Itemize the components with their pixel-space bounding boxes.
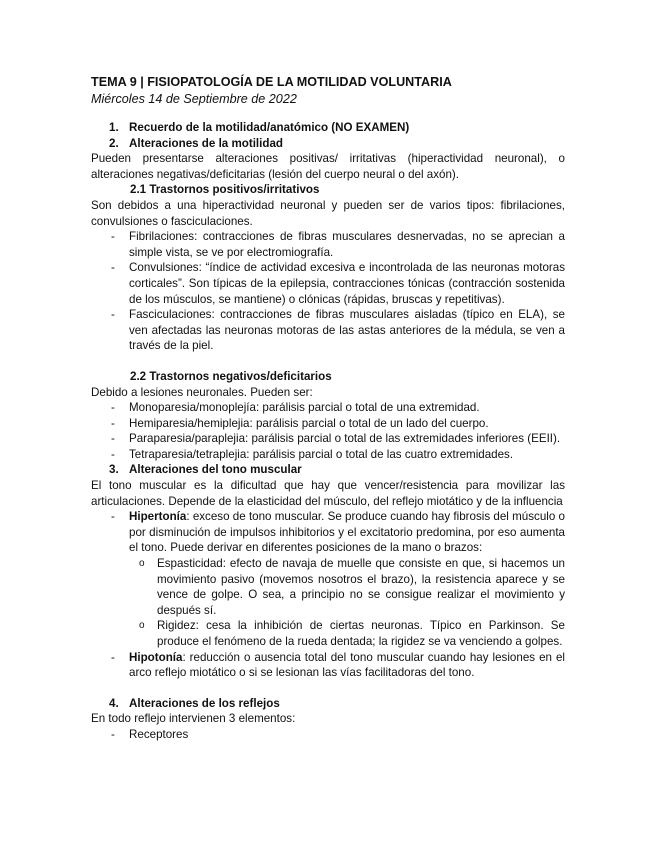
list-item-text: : reducción o ausencia total del tono muscular cuando hay lesiones en el arco reflejo miotático o si se lesionan las vías facilitadoras del tono. xyxy=(129,650,565,680)
term-hipertonia: Hipertonía xyxy=(129,510,187,524)
section-title: Alteraciones de los reflejos xyxy=(129,696,280,710)
list-item-text: Monoparesia/monoplejía: parálisis parcial o total de una extremidad. xyxy=(129,401,480,415)
section-title: Recuerdo de la motilidad/anatómico (NO EXAMEN) xyxy=(129,121,410,134)
list-item-text: : exceso de tono muscular. Se produce cuando hay fibrosis del músculo o por disminución de impulsos inhibitorios y el excitatorio predomina, por eso aumenta el tono. Puede derivar en diferentes posiciones de la mano o brazos: xyxy=(129,510,565,555)
list-item xyxy=(91,431,565,447)
term-hipotonia: Hipotonía xyxy=(129,650,183,664)
dash-marker: - xyxy=(111,727,115,741)
bullet-marker: o xyxy=(139,620,145,632)
section-number: 3. xyxy=(109,463,119,477)
subsection-2-2-heading: 2.2 Trastornos negativos/deficitarios xyxy=(130,369,332,383)
dash-marker: - xyxy=(111,432,115,446)
section-2-heading xyxy=(91,136,565,152)
sub-list-item xyxy=(91,618,565,649)
section-4-heading xyxy=(91,696,565,712)
section-4-intro: En todo reflejo intervienen 3 elementos: xyxy=(91,712,296,726)
list-item-text: Fibrilaciones: contracciones de fibras musculares desnervadas, no se aprecian a simple vista, se ve por electromiografía. xyxy=(129,230,565,259)
section-title: Alteraciones del tono muscular xyxy=(129,463,302,477)
dash-marker: - xyxy=(111,416,115,430)
list-item-text: Fasciculaciones: contracciones de fibras musculares aisladas (típico en ELA), se ven afectadas las neuronas motoras de las astas anteriores de la médula, se ven a través de la piel. xyxy=(129,308,565,353)
subsection-2-2-intro: Debido a lesiones neuronales. Pueden ser: xyxy=(91,385,313,399)
dash-marker: - xyxy=(111,510,115,524)
section-3-heading xyxy=(91,462,565,478)
subsection-2-1-heading: 2.1 Trastornos positivos/irritativos xyxy=(130,183,320,197)
dash-marker: - xyxy=(111,261,115,275)
spacer xyxy=(91,681,565,696)
sub-list-item xyxy=(91,556,565,618)
list-item xyxy=(91,260,565,307)
section-1-heading xyxy=(91,120,565,136)
list-item-text: Receptores xyxy=(129,727,189,741)
section-number: 2. xyxy=(109,136,119,150)
dash-marker: - xyxy=(111,308,115,322)
list-item xyxy=(91,229,565,260)
dash-marker: - xyxy=(111,447,115,461)
list-item xyxy=(91,307,565,354)
bullet-marker: o xyxy=(139,558,145,570)
dash-marker: - xyxy=(111,230,115,244)
dash-marker: - xyxy=(111,401,115,415)
list-item-hipertonia xyxy=(91,509,565,556)
sub-list-item-text: Rigidez: cesa la inhibición de ciertas neuronas. Típico en Parkinson. Se produce el fenómeno de la rueda dentada; la rigidez se va venciendo a golpes. xyxy=(157,619,565,648)
section-number: 4. xyxy=(109,696,119,710)
section-title: Alteraciones de la motilidad xyxy=(129,136,283,150)
list-item xyxy=(91,416,565,432)
list-item-text: Hemiparesia/hemiplejia: parálisis parcial o total de un lado del cuerpo. xyxy=(129,416,489,430)
list-item-text: Tetraparesia/tetraplejia: parálisis parcial o total de las cuatro extremidades. xyxy=(129,447,514,461)
document-title: TEMA 9 | FISIOPATOLOGÍA DE LA MOTILIDAD VOLUNTARIA xyxy=(91,75,452,89)
section-3-intro: El tono muscular es la dificultad que hay que vencer/resistencia para movilizar las articulaciones. Depende de la elasticidad del músculo, del reflejo miotático y de la influencia xyxy=(91,479,565,508)
section-2-intro: Pueden presentarse alteraciones positivas/ irritativas (hiperactividad neuronal), o alteraciones negativas/deficitarias (lesión del cuerpo neural o del axón). xyxy=(91,152,565,181)
list-item-text: Paraparesia/paraplejia: parálisis parcial o total de las extremidades inferiores (EEII). xyxy=(129,432,561,446)
list-item-text: Convulsiones: “índice de actividad excesiva e incontrolada de las neuronas motoras corticales”. Son típicas de la epilepsia, contracciones tónicas (contracción sostenida de los músculos, se mantiene) o clónicas (rápidas, bruscas y repetitivas). xyxy=(129,261,565,306)
list-item xyxy=(91,447,565,463)
list-item-hipotonia xyxy=(91,650,565,681)
dash-marker: - xyxy=(111,650,115,664)
spacer xyxy=(91,354,565,369)
sub-list-item-text: Espasticidad: efecto de navaja de muelle que consiste en que, si hacemos un movimiento pasivo (movemos nosotros el brazo), la resistencia aparece y se vence de golpe. O sea, a principio no se consigue realizar el movimiento y después sí. xyxy=(157,557,565,617)
section-number: 1. xyxy=(109,121,119,134)
subsection-2-1-intro: Son debidos a una hiperactividad neuronal y pueden ser de varios tipos: fibrilaciones, convulsiones o fasciculaciones. xyxy=(91,198,565,228)
document-body xyxy=(91,120,565,743)
document-date: Miércoles 14 de Septiembre de 2022 xyxy=(91,92,297,106)
list-item xyxy=(91,727,565,743)
list-item xyxy=(91,400,565,416)
